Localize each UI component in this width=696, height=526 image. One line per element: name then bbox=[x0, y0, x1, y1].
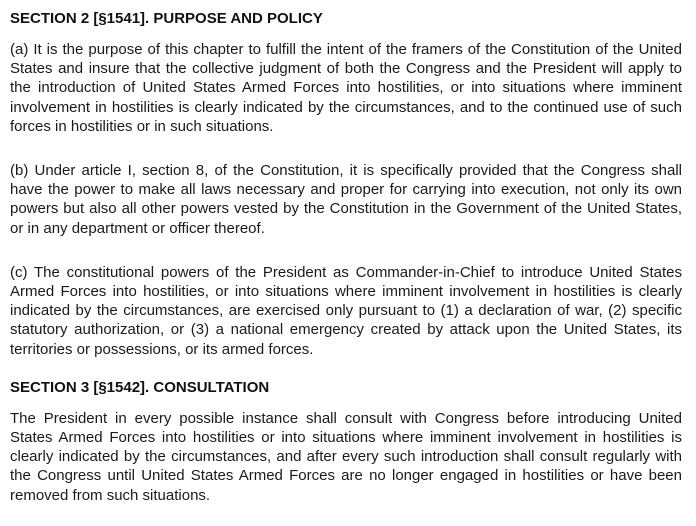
section-2 bbox=[10, 10, 682, 359]
section-3-paragraph: The President in every possible instance shall consult with Congress before introducing United States Armed Forces into hostilities or into situations where imminent involvement in hostilities is clearly indicated by the circumstances, and after every such introduction shall consult regularly with the Congress until United States Armed Forces are no longer engaged in hostilities or have been removed from such situations. bbox=[10, 409, 682, 504]
section-3-heading: SECTION 3 [§1542]. CONSULTATION bbox=[10, 378, 270, 396]
section-2-paragraph-b: (b) Under article I, section 8, of the Constitution, it is specifically provided that the Congress shall have the power to make all laws necessary and proper for carrying into execution, not only its own powers but also all other powers vested by the Constitution in the Government of the United States, or in any department or officer thereof. bbox=[10, 162, 682, 237]
section-2-heading: SECTION 2 [§1541]. PURPOSE AND POLICY bbox=[10, 10, 323, 27]
section-2-paragraph-a: (a) It is the purpose of this chapter to fulfill the intent of the framers of the Constitution of the United States and insure that the collective judgment of both the Congress and the President will apply to the introduction of United States Armed Forces into hostilities, or into situations where imminent involvement in hostilities is clearly indicated by the circumstances, and to the continued use of such forces in hostilities or in such situations. bbox=[10, 41, 682, 135]
section-2-paragraph-c: (c) The constitutional powers of the President as Commander-in-Chief to introduce United States Armed Forces into hostilities, or into situations where imminent involvement in hostilities is clearly indicated by the circumstances, are exercised only pursuant to (1) a declaration of war, (2) specific statutory authorization, or (3) a national emergency created by attack upon the United States, its territories or possessions, or its armed forces. bbox=[10, 263, 682, 358]
section-3 bbox=[10, 379, 682, 505]
